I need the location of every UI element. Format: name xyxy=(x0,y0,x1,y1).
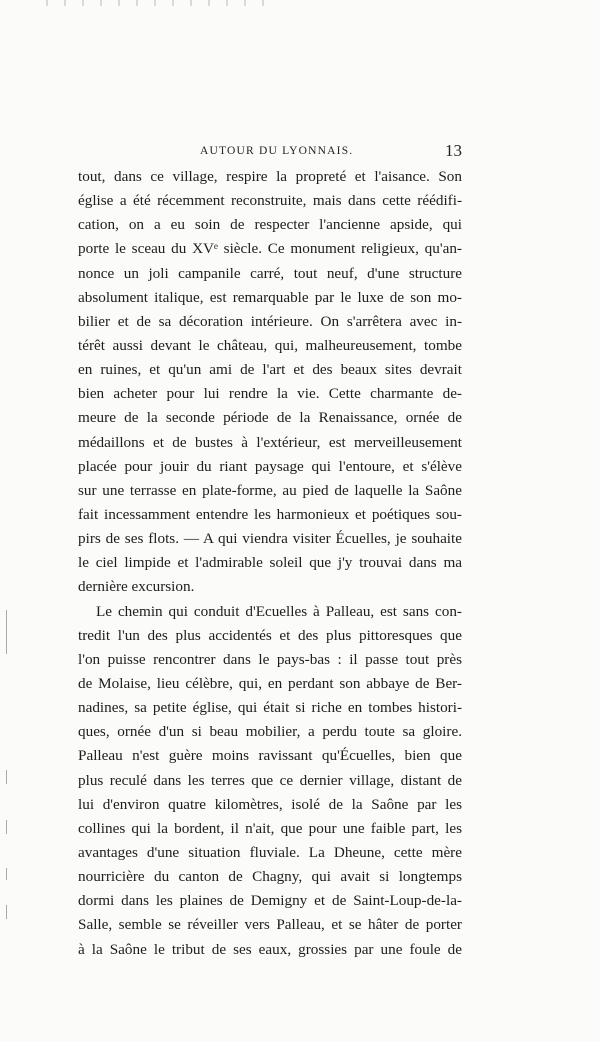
text-line: cation, on a eu soin de respecter l'ancienne apside, qui xyxy=(78,216,462,234)
text-line: église a été récemment reconstruite, mais dans cette réédifi- xyxy=(78,192,462,210)
text-line: dormi dans les plaines de Demigny et de Saint-Loup-de-la- xyxy=(78,892,462,910)
text-line: lui d'environ quatre kilomètres, isolé de la Saône par les xyxy=(78,795,462,813)
text-line: plus reculé dans les terres que ce dernier village, distant de xyxy=(78,771,462,789)
text-line: bien acheter pour lui rendre la vie. Cette charmante de- xyxy=(78,385,462,403)
text-line: pirs de ses flots. — A qui viendra visiter Écuelles, je souhaite xyxy=(78,530,462,548)
text-line: le ciel limpide et l'admirable soleil que j'y trouvai dans ma xyxy=(78,554,462,572)
text-line: collines qui la bordent, il n'ait, que pour une faible part, les xyxy=(78,819,462,837)
scan-artifact xyxy=(40,0,280,6)
text-line: Salle, semble se réveiller vers Palleau, et se hâter de porter xyxy=(78,916,462,934)
text-line: nourricière du canton de Chagny, qui avait si longtemps xyxy=(78,868,462,886)
text-line: tredit l'un des plus accidentés et des plus pittoresques que xyxy=(78,626,462,644)
text-line: nadines, sa petite église, qui était si riche en tombes histori- xyxy=(78,699,462,717)
text-line: avantages d'une situation fluviale. La Dheune, cette mère xyxy=(78,843,462,861)
text-line: en ruines, et qu'un ami de l'art et des beaux sites devrait xyxy=(78,361,462,379)
scan-margin-mark xyxy=(6,868,7,880)
running-title: AUTOUR DU LYONNAIS. xyxy=(200,145,354,157)
text-line: bilier et de sa décoration intérieure. On s'arrêtera avec in- xyxy=(78,312,462,330)
text-line: à la Saône le tribut de ses eaux, grossies par une foule de xyxy=(78,940,462,958)
body-text xyxy=(78,165,462,962)
page-header xyxy=(78,143,462,163)
text-line: meure de la seconde période de la Renaissance, ornée de xyxy=(78,409,462,427)
scan-margin-mark xyxy=(6,610,7,654)
page-number: 13 xyxy=(445,141,462,160)
scan-margin-mark xyxy=(6,905,7,919)
text-line: Le chemin qui conduit d'Ecuelles à Palleau, est sans con- xyxy=(96,602,462,620)
text-line: porte le sceau du XVᵉ siècle. Ce monument religieux, qu'an- xyxy=(78,240,462,258)
text-line: médaillons et de bustes à l'extérieur, est merveilleusement xyxy=(78,433,462,451)
text-line: térêt aussi devant le château, qui, malheureusement, tombe xyxy=(78,336,462,354)
text-line: de Molaise, lieu célèbre, qui, en perdant son abbaye de Ber- xyxy=(78,674,462,692)
scan-margin-mark xyxy=(6,770,7,784)
text-line: ques, ornée d'un si beau mobilier, a perdu toute sa gloire. xyxy=(78,723,462,741)
text-line: nonce un joli campanile carré, tout neuf, d'une structure xyxy=(78,264,462,282)
text-line: placée pour jouir du riant paysage qui l'entoure, et s'élève xyxy=(78,457,462,475)
text-line: absolument italique, est remarquable par le luxe de son mo- xyxy=(78,288,462,306)
text-line: dernière excursion. xyxy=(78,578,195,596)
text-line: fait incessamment entendre les harmonieux et poétiques sou- xyxy=(78,505,462,523)
text-line: sur une terrasse en plate-forme, au pied de laquelle la Saône xyxy=(78,481,462,499)
text-line: Palleau n'est guère moins ravissant qu'Écuelles, bien que xyxy=(78,747,462,765)
scan-margin-mark xyxy=(6,820,7,834)
text-line: l'on puisse rencontrer dans le pays-bas : il passe tout près xyxy=(78,650,462,668)
text-line: tout, dans ce village, respire la propreté et l'aisance. Son xyxy=(78,168,462,185)
